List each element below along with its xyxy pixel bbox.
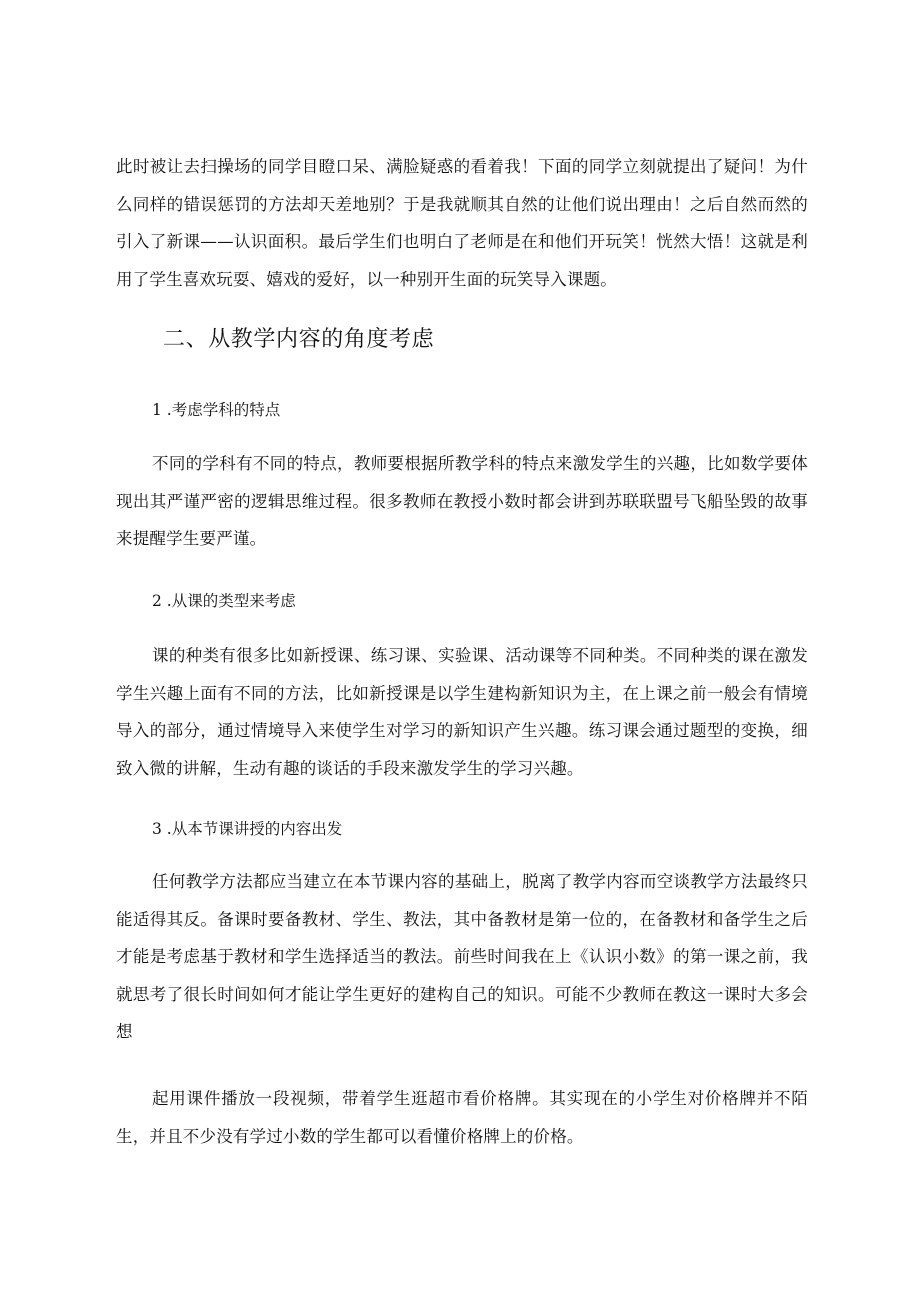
subsection-paragraph-2: 课的种类有很多比如新授课、练习课、实验课、活动课等不同种类。不同种类的课在激发学生兴趣上面有不同的方法，比如新授课是以学生建构新知识为主，在上课之前一般会有情境导入的部分，通过情境导入来使学生对学习的新知识产生兴趣。练习课会通过题型的变换，细致入微的讲解，生动有趣的谈话的手段来激发学生的学习兴趣。 <box>116 646 808 778</box>
section-heading: 二、从教学内容的角度考虑 <box>163 327 435 352</box>
subsection-heading-2: 2 .从课的类型来考虑 <box>152 592 296 610</box>
intro-paragraph: 此时被让去扫操场的同学目瞪口呆、满脸疑惑的看着我！下面的同学立刻就提出了疑问！为什么同样的错误惩罚的方法却天差地别？于是我就顺其自然的让他们说出理由！之后自然而然的引入了新课——认识面积。最后学生们也明白了老师是在和他们开玩笑！恍然大悟！这就是利用了学生喜欢玩耍、嬉戏的爱好，以一种别开生面的玩笑导入课题。 <box>116 157 808 289</box>
subsection-heading-1: 1 .考虑学科的特点 <box>152 401 281 419</box>
subsection-paragraph-3: 任何教学方法都应当建立在本节课内容的基础上，脱离了教学内容而空谈教学方法最终只能适得其反。备课时要备教材、学生、教法，其中备教材是第一位的，在备教材和备学生之后才能是考虑基于教材和学生选择适当的教法。前些时间我在上《认识小数》的第一课之前，我就思考了很长时间如何才能让学生更好的建构自己的知识。可能不少教师在教这一课时大多会想 <box>116 872 808 1041</box>
subsection-heading-3: 3 .从本节课讲授的内容出发 <box>152 820 343 838</box>
subsection-paragraph-1: 不同的学科有不同的特点，教师要根据所教学科的特点来激发学生的兴趣，比如数学要体现出其严谨严密的逻辑思维过程。很多教师在教授小数时都会讲到苏联联盟号飞船坠毁的故事来提醒学生要严谨。 <box>116 454 808 548</box>
final-paragraph: 起用课件播放一段视频，带着学生逛超市看价格牌。其实现在的小学生对价格牌并不陌生，并且不少没有学过小数的学生都可以看懂价格牌上的价格。 <box>116 1089 808 1146</box>
